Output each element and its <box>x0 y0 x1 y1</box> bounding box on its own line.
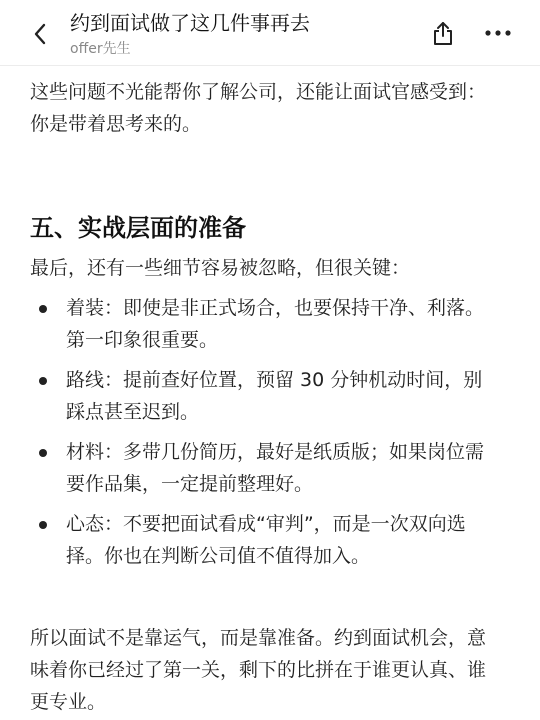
section-lead-paragraph: 最后，还有一些细节容易被忽略，但很关键： <box>30 257 411 279</box>
article-header-info <box>70 10 400 59</box>
article-title: 约到面试做了这几件事再去 <box>70 11 310 35</box>
bullet-dot <box>39 305 47 313</box>
intro-paragraph: 这些问题不光能帮你了解公司，还能让面试官感受到：你是带着思考来的。 <box>30 81 487 135</box>
bullet-dot <box>39 521 47 529</box>
list-item <box>30 364 500 428</box>
bullet-dot <box>39 449 47 457</box>
closing-paragraph: 所以面试不是靠运气，而是靠准备。约到面试机会，意味着你已经过了第一关，剩下的比拼在于谁更认真、谁更专业。 <box>30 627 487 713</box>
article-body <box>30 76 500 718</box>
more-horizontal-icon <box>485 30 511 36</box>
list-item-text: 路线：提前查好位置，预留 30 分钟机动时间，别踩点甚至迟到。 <box>66 369 483 423</box>
top-nav-bar <box>0 0 540 66</box>
list-item-text: 着装：即使是非正式场合，也要保持干净、利落。第一印象很重要。 <box>66 297 485 351</box>
list-item-text: 材料：多带几份简历，最好是纸质版；如果岗位需要作品集，一定提前整理好。 <box>66 441 485 495</box>
list-item <box>30 508 500 572</box>
bullet-dot <box>39 377 47 385</box>
list-item-text: 心态：不要把面试看成“审判”，而是一次双向选择。你也在判断公司值不值得加入。 <box>66 513 466 567</box>
share-icon <box>431 20 455 46</box>
more-button[interactable] <box>478 14 518 52</box>
list-item <box>30 436 500 500</box>
chevron-left-icon <box>33 23 47 45</box>
list-item <box>30 292 500 356</box>
author-name[interactable]: offer先生 <box>70 41 131 57</box>
back-button[interactable] <box>22 16 58 52</box>
share-button[interactable] <box>424 14 462 52</box>
preparation-list <box>30 292 500 572</box>
section-heading: 五、实战层面的准备 <box>30 214 246 242</box>
